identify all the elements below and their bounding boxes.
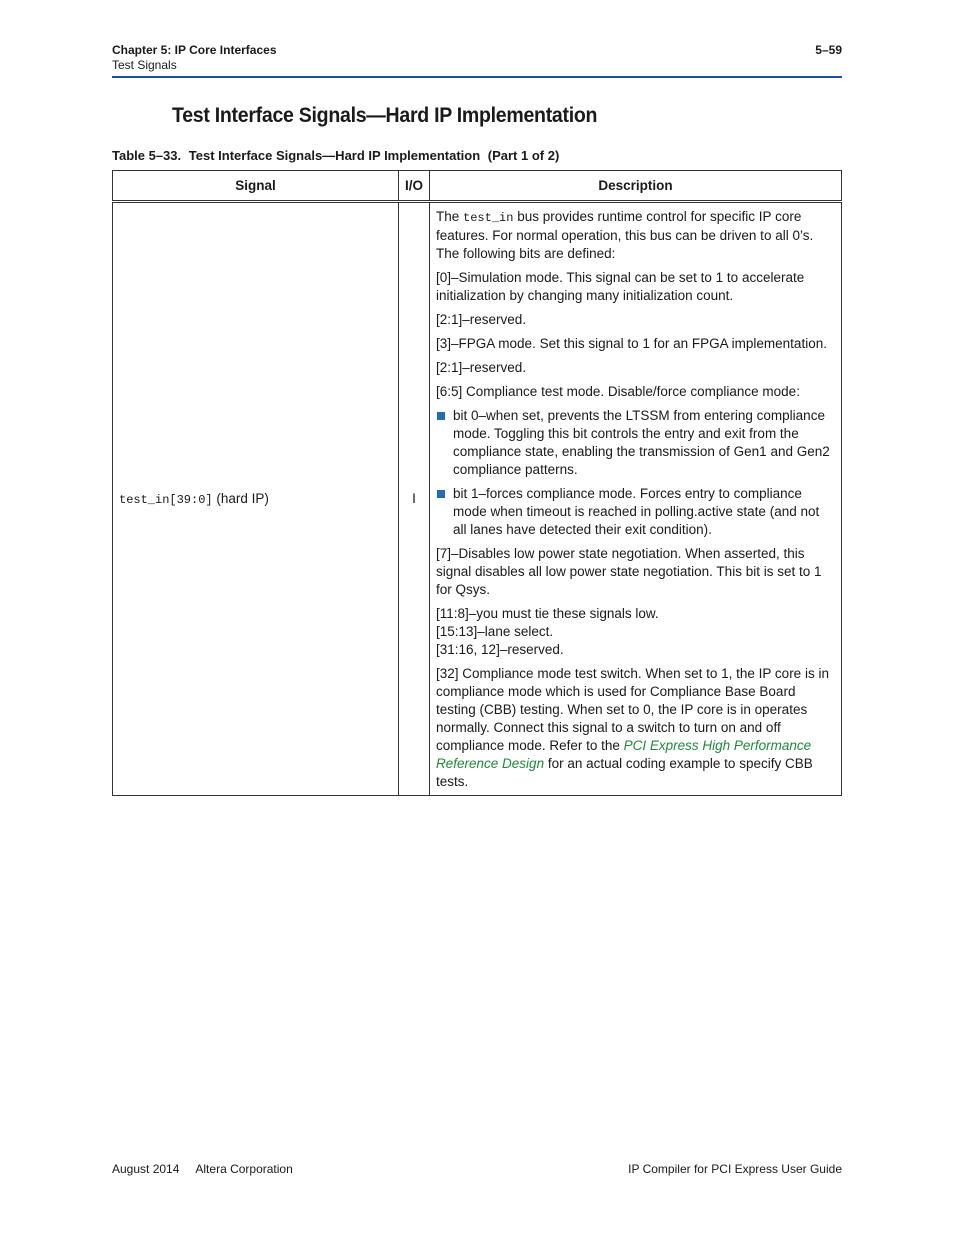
page-heading: Test Interface Signals—Hard IP Implementation: [172, 104, 598, 127]
description-intro: The test_in bus provides runtime control for specific IP core features. For normal operation, this bus can be driven to all 0’s. The following bits are defined:: [436, 209, 814, 261]
square-bullet-icon: [437, 412, 445, 420]
page-footer: [112, 1162, 842, 1176]
column-header-signal: Signal: [113, 171, 399, 202]
bit0-description: [0]–Simulation mode. This signal can be set to 1 to accelerate initialization by changing many initialization count.: [436, 270, 805, 303]
bit3-description: [3]–FPGA mode. Set this signal to 1 for an FPGA implementation.: [436, 336, 827, 351]
reserved-description: [2:1]–reserved.: [436, 360, 527, 375]
section-title: Test Signals: [112, 58, 177, 72]
chapter-title: Chapter 5: IP Core Interfaces: [112, 43, 277, 57]
compliance-intro: [6:5] Compliance test mode. Disable/force compliance mode:: [436, 384, 800, 399]
bits-31-16: [31:16, 12]–reserved.: [436, 642, 564, 657]
square-bullet-icon: [437, 490, 445, 498]
reference-design-link[interactable]: PCI Express High Performance Reference Design: [436, 738, 812, 771]
bits-15-13: [15:13]–lane select.: [436, 624, 554, 639]
bits-group-description: [436, 605, 835, 659]
bit32-description: [32] Compliance mode test switch. When set to 1, the IP core is in compliance mode which is used for Compliance Base Board testing (CBB) testing. When set to 0, the IP core is in operates normally. Connect this signal to a switch to turn on and off compliance mode. Refer to the PCI Express High Performance Reference Design for an actual coding example to specify CBB tests.: [436, 666, 829, 789]
footer-date: August 2014: [112, 1162, 180, 1176]
table-caption-text: Test Interface Signals—Hard IP Implementation: [188, 148, 481, 163]
reserved-description: [2:1]–reserved.: [436, 312, 527, 327]
table-caption: [112, 148, 559, 163]
bit7-description: [7]–Disables low power state negotiation. When asserted, this signal disables all low power state negotiation. This bit is set to 1 for Qsys.: [436, 546, 822, 597]
footer-company: Altera Corporation: [195, 1162, 293, 1176]
signals-table: [112, 170, 842, 796]
description-cell: [430, 202, 842, 796]
list-item: bit 0–when set, prevents the LTSSM from entering compliance mode. Toggling this bit controls the entry and exit from the compliance state, enabling the transmission of Gen1 and Gen2 compliance patterns.: [436, 407, 835, 479]
table-row: [113, 202, 842, 796]
column-header-io: I/O: [399, 171, 430, 202]
page-number: 5–59: [815, 43, 842, 57]
bits-11-8: [11:8]–you must tie these signals low.: [436, 606, 659, 621]
table-caption-part: (Part 1 of 2): [487, 148, 560, 163]
signal-name: test_in[39:0]: [119, 492, 213, 507]
header-rule: [112, 76, 842, 78]
footer-doc-title: IP Compiler for PCI Express User Guide: [628, 1162, 842, 1176]
io-cell: I: [399, 202, 430, 796]
table-header-row: [113, 171, 842, 202]
column-header-description: Description: [430, 171, 842, 202]
list-item: bit 1–forces compliance mode. Forces entry to compliance mode when timeout is reached in polling.active state (and not all lanes have detected their exit condition).: [436, 485, 835, 539]
table-caption-number: Table 5–33.: [112, 148, 182, 163]
inline-code: test_in: [463, 211, 514, 225]
compliance-bullet-list: [436, 407, 835, 539]
signal-suffix: (hard IP): [212, 490, 269, 506]
signal-cell: [113, 202, 399, 796]
page-header: [112, 43, 842, 73]
